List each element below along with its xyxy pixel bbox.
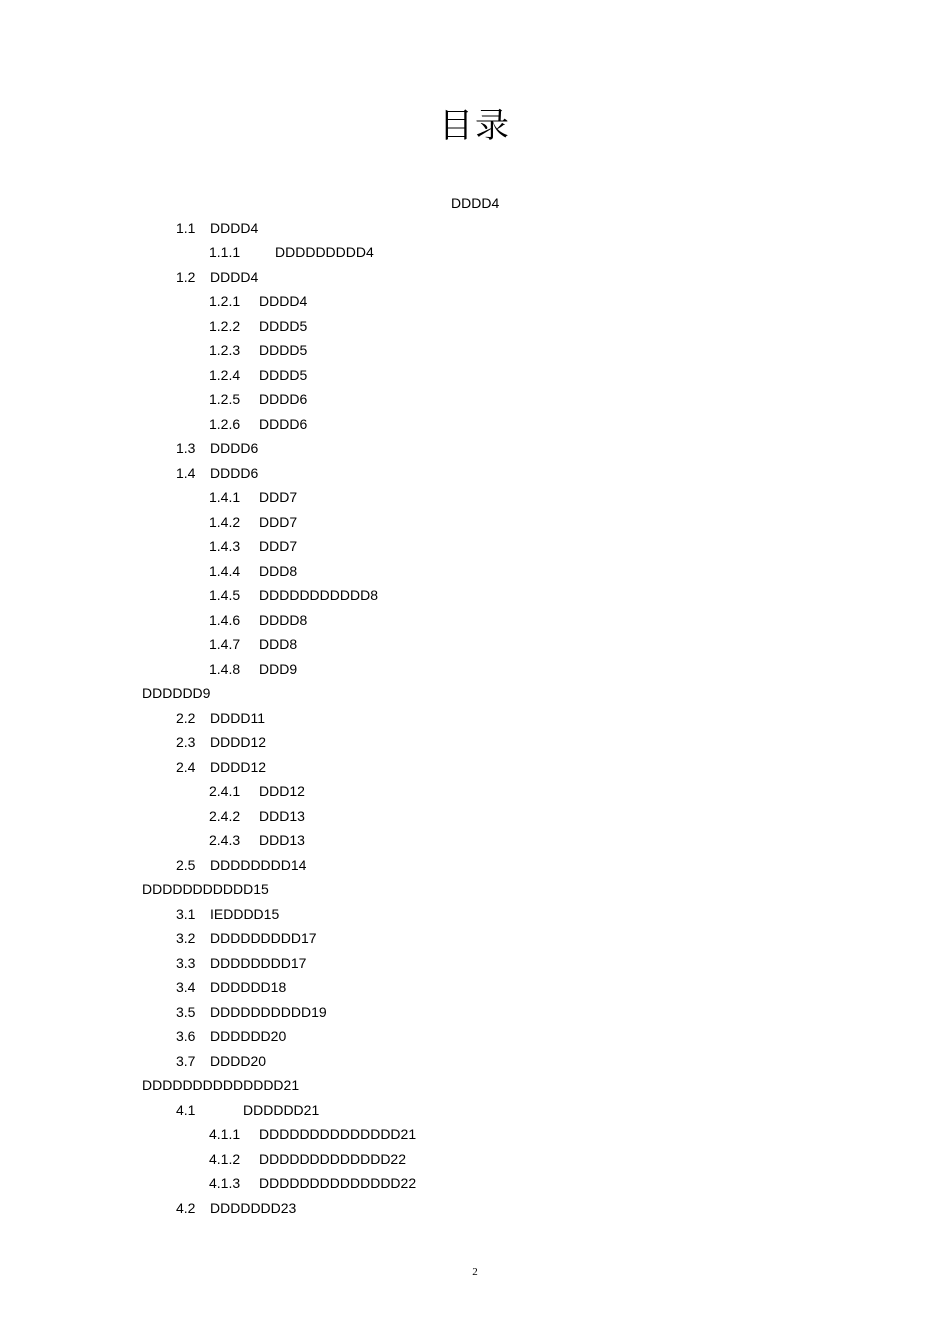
page-title: 目录 <box>439 106 511 146</box>
toc-entry-number: 1.4.7 <box>209 636 241 652</box>
toc-entry-title: DDDD5 <box>259 342 308 358</box>
toc-entry-title: DDDDDDDDDD19 <box>210 1003 327 1020</box>
toc-entry-number: 1.4.6 <box>209 611 241 628</box>
toc-entry-number: 4.1.2 <box>209 1150 241 1167</box>
toc-entry-number: 2.5 <box>176 856 196 873</box>
toc-entry-number: 4.2 <box>176 1199 196 1216</box>
toc-entry-title: DDDD8 <box>259 611 308 628</box>
toc-entry-title: DDDDDDDDDDD8 <box>259 587 378 603</box>
toc-entry-number: 3.2 <box>176 930 196 946</box>
toc-entry-title: DDDD12 <box>210 734 267 750</box>
toc-entry-number: 1.2.1 <box>209 293 241 309</box>
toc-entry-number: 1.2.2 <box>209 317 241 334</box>
toc-entry-number: 1.2 <box>176 268 196 285</box>
toc-entry-number: 2.4.3 <box>209 832 241 848</box>
toc-entry-number: 1.4.3 <box>209 538 241 554</box>
toc-entry-number: 2.2 <box>176 709 196 726</box>
toc-entry-title: DDDD4 <box>210 268 259 285</box>
page-number: 2 <box>472 1266 478 1278</box>
toc-entry-number: 3.5 <box>176 1003 196 1020</box>
toc-entry-title: DDDD6 <box>259 391 308 407</box>
toc-entry-title: DDDD5 <box>259 366 308 383</box>
toc-entry-title: DDD8 <box>259 636 298 652</box>
toc-entry-number: 1.1.1 <box>209 244 241 260</box>
toc-entry-number: 3.4 <box>176 979 196 995</box>
toc-entry-title: DDDDDDDD17 <box>210 954 307 971</box>
toc-entry-title: DDD13 <box>259 807 305 824</box>
toc-entry-number: 1.4.2 <box>209 513 241 530</box>
toc-entry-title: DDDDDDDD14 <box>210 856 307 873</box>
toc-entry-number: 1.2.6 <box>209 415 241 432</box>
toc-entry-title: DDDDDDDDDDDDDD21 <box>142 1077 300 1093</box>
toc-entry-title: DDDD5 <box>259 317 308 334</box>
toc-entry-number: 3.3 <box>176 954 196 971</box>
toc-entry-title: DDDDDDDDD17 <box>210 930 317 946</box>
toc-entry-number: 1.4.1 <box>209 489 241 505</box>
toc-entry-title: DDD13 <box>259 832 305 848</box>
toc-entry-number: 4.1.3 <box>209 1175 241 1191</box>
toc-entry-title: DDDDDDDDDDDDDD22 <box>259 1175 417 1191</box>
toc-entry-title: DDDD6 <box>259 415 308 432</box>
toc-entry-number: 1.1 <box>176 219 196 236</box>
toc-entry-number: 1.2.4 <box>209 366 241 383</box>
toc-entry-number: 1.4 <box>176 464 196 481</box>
toc-entry-title: DDDD6 <box>210 464 259 481</box>
toc-entry-title: DDDD4 <box>451 195 500 211</box>
toc-entry-number: 1.4.8 <box>209 660 241 677</box>
toc-entry-number: 3.6 <box>176 1028 196 1044</box>
toc-entry-title: DDD8 <box>259 562 298 579</box>
toc-entry-number: 4.1.1 <box>209 1126 241 1142</box>
toc-entry-number: 1.4.5 <box>209 587 241 603</box>
toc-entry-title: DDD7 <box>259 513 298 530</box>
toc-entry-number: 2.3 <box>176 734 196 750</box>
toc-entry-title: DDDD11 <box>210 709 265 726</box>
toc-entry-title: DDDD6 <box>210 440 259 456</box>
toc-entry-title: DDDDDD20 <box>210 1028 287 1044</box>
toc-entry-title: DDDDDDDDDDDDDD21 <box>259 1126 417 1142</box>
toc-entry-title: DDDDDDDDD4 <box>275 244 374 260</box>
toc-entry-number: 1.2.5 <box>209 391 241 407</box>
toc-entry-number: 3.1 <box>176 905 196 922</box>
toc-entry-number: 1.4.4 <box>209 562 241 579</box>
toc-entry-title: IEDDDD15 <box>210 905 280 922</box>
toc-entry-number: 3.7 <box>176 1052 196 1069</box>
toc-entry-title: DDDD4 <box>210 219 259 236</box>
toc-entry-title: DDDD20 <box>210 1052 267 1069</box>
toc-entry-number: 1.2.3 <box>209 342 241 358</box>
toc-entry-number: 2.4.1 <box>209 783 241 799</box>
toc-entry-title: DDDDDDDDDDD15 <box>142 881 269 897</box>
toc-entry-title: DDD9 <box>259 660 298 677</box>
toc-entry-title: DDDDDD21 <box>243 1101 320 1118</box>
toc-entry-title: DDDDDDD23 <box>210 1199 297 1216</box>
toc-entry-title: DDDDDDDDDDDDD22 <box>259 1150 407 1167</box>
toc-entry-number: 1.3 <box>176 440 196 456</box>
toc-entry-title: DDDDDD18 <box>210 979 287 995</box>
toc-entry-title: DDDD4 <box>259 293 308 309</box>
toc-entry-number: 2.4 <box>176 758 196 775</box>
toc-entry-title: DDD12 <box>259 783 305 799</box>
toc-entry-number: 4.1 <box>176 1101 196 1118</box>
toc-entry-title: DDD7 <box>259 538 298 554</box>
toc-entry-title: DDD7 <box>259 489 298 505</box>
toc-entry-number: 2.4.2 <box>209 807 241 824</box>
toc-entry-title: DDDDDD9 <box>142 685 211 701</box>
toc-entry-title: DDDD12 <box>210 758 267 775</box>
